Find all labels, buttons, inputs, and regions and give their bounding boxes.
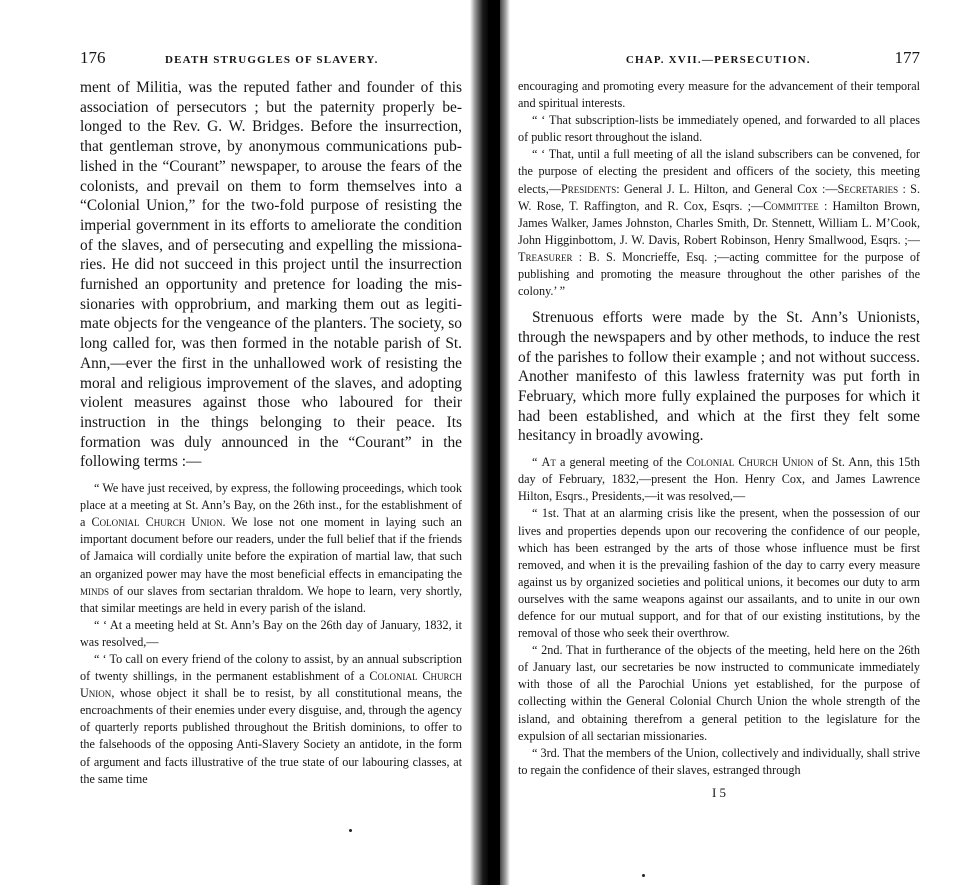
- quote-text: , whose object it shall be to resist, by all constitutional means, the encroachments of their enemies under every disguise, and, through the agency of quarterly reports published throughout the British dominions, to offer to the falsehoods of the opposing Anti-Slavery Society an antidote, in the form of argument and facts illustrative of the true state of our labouring classes, at the same time: [80, 686, 462, 786]
- scan-speck: [349, 829, 352, 832]
- quote-small-caps: Treasurer: [518, 249, 573, 264]
- right-quote-paragraph-7: “ 3rd. That the members of the Union, collectively and individually, shall strive to regain the confidence of their slaves, estranged through: [518, 745, 920, 777]
- right-quote-paragraph-1: encouraging and promoting every measure for the advancement of their temporal and spiritual interests.: [518, 79, 920, 111]
- left-running-title: DEATH STRUGGLES OF SLAVERY.: [164, 54, 379, 66]
- right-running-title: CHAP. XVII.—PERSECUTION.: [625, 54, 811, 66]
- left-page-number: 176: [80, 48, 106, 67]
- quote-text: : Hamilton Brown, James Walker, James Johnston, Charles Smith, Dr. Stennett, William L. M’Cook, John Higginbottom, J. W. Davis, Robert Robinson, Henry Smallwood, Esqrs. ;—: [518, 198, 920, 247]
- signature-mark: I 5: [711, 784, 727, 800]
- quote-text: : S. W. Rose, T. Raffington, and R. Cox, Esqrs. ;—: [518, 181, 920, 213]
- scan-speck: [642, 874, 645, 877]
- book-spine: [488, 0, 500, 885]
- quote-text: : B. S. Moncrieffe, Esq. ;—acting committee for the purpose of publishing and promoting the measure throughout the other parishes of the colony.’ ”: [518, 249, 920, 299]
- quote-text: “: [532, 455, 542, 470]
- right-running-head: [518, 48, 920, 74]
- left-running-head: [80, 48, 462, 74]
- quote-small-caps: Committee: [763, 198, 819, 213]
- left-body-paragraph: ment of Militia, was the reputed father and founder of this association of persecutors ; but the paternity properly belonged to the Rev. G. W. Bridges. Before the insurrection, that gentleman strove, by anonymous communications published in the “Courant” newspaper, to arouse the fears of the colonists, and prevail on them to form themselves into a “Colonial Union,” for the two-fold purpose of resisting the imperial government in its efforts to ameliorate the condition of the slaves, and of persecuting and expelling the missionaries. He did not succeed in this project until the insurrection furnished an opportunity and pretence for loading the missionaries with opprobrium, and marking them out as legitimate objects for the vengeance of the planters. The society, so long called for, was then formed in the notable parish of St. Ann,—ever the first in the unhallowed work of resisting the moral and religious improvement of the slaves, and adopting violent measures against those who laboured for their instruction in the things belonging to their peace. Its formation was duly announced in the “Courant” in the following terms :—: [80, 79, 462, 471]
- quote-text: “ We have just received, by express, the following proceedings, which took place at a meeting at St. Ann’s Bay, on the 26th inst., for the establishment of a: [80, 481, 462, 530]
- quote-text: “ ‘ That, until a full meeting of all the island subscribers can be convened, for the purpose of electing the president and officers of the society, this meeting elects,—: [518, 147, 920, 196]
- quote-text: a general meeting of the: [555, 455, 687, 470]
- right-quote-paragraph-6: “ 2nd. That in furtherance of the objects of the meeting, held here on the 26th of January last, our secretaries be now instructed to communicate immediately with those of all the Parochial Unions yet established, for the purpose of collecting within the General Colonial Church Union the whole strength of the island, and obtaining therefrom a general petition to the legislature for the expulsion of all sectarian missionaries.: [518, 643, 920, 743]
- left-quote-paragraph-1: [80, 480, 462, 617]
- quote-small-caps: Secretaries: [837, 181, 899, 196]
- right-page-number: 177: [894, 48, 920, 67]
- left-page: [0, 0, 470, 885]
- quote-text: “ ‘ To call on every friend of the colony to assist, by an annual subscription of twenty shillings, in the permanent establishment of a: [80, 652, 462, 684]
- right-quote-paragraph-5: “ 1st. That at an alarming crisis like the present, when the possession of our lives and properties depends upon our recovering the confidence of our people, which has been estranged by the arts of those whose influence must be first removed, and when it is the prevailing fashion of the day to carry every measure against us by organized societies and political unions, it becomes our duty to arm ourselves with the same weapons against our assailants, and to unite in our own defence for our mutual support, and for that of our existing institutions, by the removal of those who seek their overthrow.: [518, 506, 920, 641]
- quote-text: of St. Ann, this 15th day of February, 1832,—present the Hon. Henry Cox, and James Lawrence Hilton, Esqrs., Presidents,—it was resolved,—: [518, 455, 920, 504]
- right-body-paragraph: Strenuous efforts were made by the St. Ann’s Unionists, through the newspapers and by other methods, to induce the rest of the parishes to follow their example ; and not without success. Another manifesto of this lawless fraternity was put forth in February, which more fully explained the purposes for which it had been established, and which at the first they felt some hesitancy in broadly avowing.: [518, 309, 920, 445]
- quote-small-caps: Colonial Church Union: [80, 669, 462, 701]
- quote-small-caps: Presidents: [560, 181, 617, 196]
- right-quote-paragraph-4: [518, 454, 920, 505]
- quote-text: . We lose not one moment in laying such an important document before our readers, under the full belief that if the friends of Jamaica will cordially unite before the expiration of martial law, that such an organized power may have the most beneficial effects in emancipating the: [80, 515, 462, 581]
- left-quote-paragraph-3: [80, 651, 462, 788]
- quote-small-caps: Colonial Church Union: [686, 455, 814, 470]
- right-quote-paragraph-2: “ ‘ That subscription-lists be immediately opened, and forwarded to all places of public resort throughout the island.: [518, 113, 920, 145]
- quote-text: of our slaves from sectarian thraldom. We hope to learn, very shortly, that similar meetings are held in every parish of the island.: [80, 583, 462, 615]
- quote-small-caps: minds: [80, 583, 110, 598]
- right-page: [510, 0, 980, 885]
- right-quote-paragraph-3: [518, 146, 920, 300]
- quote-small-caps: Colonial Church Union: [91, 515, 223, 530]
- left-quote-paragraph-2: “ ‘ At a meeting held at St. Ann’s Bay on the 26th day of January, 1832, it was resolved,—: [80, 617, 462, 649]
- quote-small-caps: At: [541, 455, 556, 470]
- quote-text: : General J. L. Hilton, and General Cox :—: [616, 181, 838, 196]
